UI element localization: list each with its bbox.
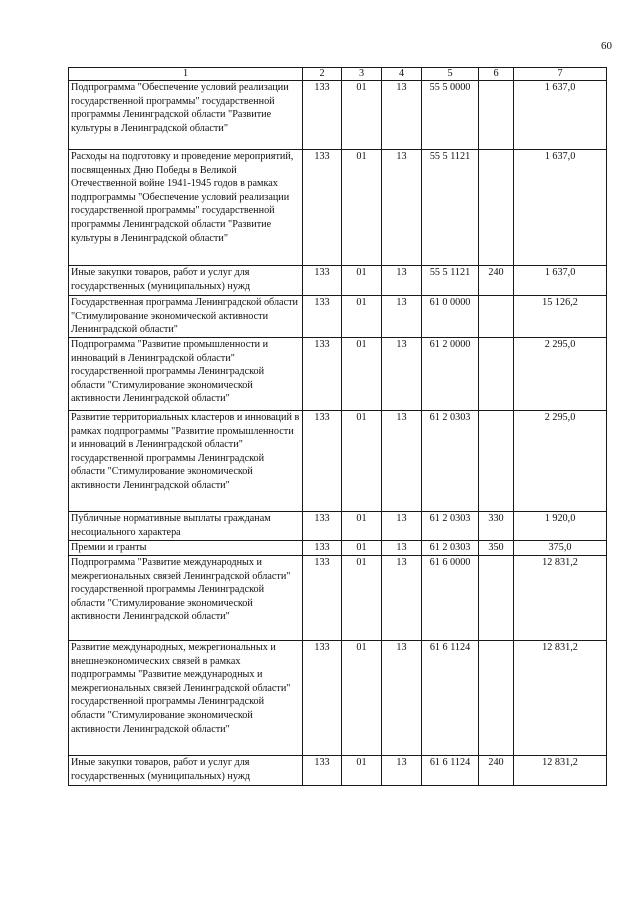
table-row — [69, 150, 607, 266]
row-name: Расходы на подготовку и проведение мероприятий, посвященных Дню Победы в Великой Отечественной войне 1941-1945 годов в рамках подпрограммы "Обеспечение условий реализации государственной программы" государственной программы Ленинградской области "Развитие культуры в Ленинградской области" — [69, 150, 303, 266]
cell-expense-type: 240 — [479, 756, 514, 786]
cell-expense-type — [479, 641, 514, 756]
cell-amount: 2 295,0 — [514, 411, 607, 512]
cell-target-article: 55 5 0000 — [422, 81, 479, 150]
row-name: Подпрограмма "Развитие международных и межрегиональных связей Ленинградской области" государственной программы Ленинградской области "Стимулирование экономической активности Ленинградской области" — [69, 556, 303, 641]
cell-expense-type — [479, 81, 514, 150]
cell-subsection: 13 — [382, 150, 422, 266]
cell-amount: 12 831,2 — [514, 641, 607, 756]
column-header: 7 — [514, 68, 607, 81]
row-name: Иные закупки товаров, работ и услуг для государственных (муниципальных) нужд — [69, 756, 303, 786]
table-row — [69, 512, 607, 541]
cell-amount: 1 637,0 — [514, 81, 607, 150]
cell-subsection: 13 — [382, 756, 422, 786]
cell-section: 01 — [342, 512, 382, 541]
cell-amount: 375,0 — [514, 541, 607, 556]
row-name: Государственная программа Ленинградской области "Стимулирование экономической активности Ленинградской области" — [69, 296, 303, 338]
cell-target-article: 55 5 1121 — [422, 266, 479, 296]
cell-target-article: 55 5 1121 — [422, 150, 479, 266]
cell-amount: 1 637,0 — [514, 150, 607, 266]
header-row — [69, 68, 607, 81]
cell-section: 01 — [342, 411, 382, 512]
cell-subsection: 13 — [382, 296, 422, 338]
cell-target-article: 61 2 0303 — [422, 411, 479, 512]
cell-admin-code: 133 — [303, 512, 342, 541]
cell-section: 01 — [342, 266, 382, 296]
cell-admin-code: 133 — [303, 411, 342, 512]
cell-expense-type — [479, 338, 514, 411]
table-row — [69, 411, 607, 512]
cell-expense-type — [479, 556, 514, 641]
row-name: Иные закупки товаров, работ и услуг для государственных (муниципальных) нужд — [69, 266, 303, 296]
table-row — [69, 541, 607, 556]
cell-target-article: 61 2 0303 — [422, 541, 479, 556]
column-header: 5 — [422, 68, 479, 81]
cell-amount: 1 637,0 — [514, 266, 607, 296]
table-row — [69, 756, 607, 786]
table-row — [69, 338, 607, 411]
cell-admin-code: 133 — [303, 541, 342, 556]
cell-expense-type — [479, 296, 514, 338]
cell-admin-code: 133 — [303, 756, 342, 786]
cell-subsection: 13 — [382, 541, 422, 556]
cell-section: 01 — [342, 81, 382, 150]
table-row — [69, 296, 607, 338]
cell-subsection: 13 — [382, 411, 422, 512]
cell-amount: 15 126,2 — [514, 296, 607, 338]
cell-target-article: 61 6 1124 — [422, 641, 479, 756]
cell-target-article: 61 2 0000 — [422, 338, 479, 411]
cell-admin-code: 133 — [303, 338, 342, 411]
column-header: 6 — [479, 68, 514, 81]
cell-target-article: 61 6 0000 — [422, 556, 479, 641]
cell-admin-code: 133 — [303, 81, 342, 150]
row-name: Развитие территориальных кластеров и инноваций в рамках подпрограммы "Развитие промышленности и инноваций в Ленинградской области" государственной программы Ленинградской области "Стимулирование экономической активности Ленинградской области" — [69, 411, 303, 512]
budget-table — [68, 67, 607, 786]
cell-admin-code: 133 — [303, 296, 342, 338]
cell-section: 01 — [342, 338, 382, 411]
cell-admin-code: 133 — [303, 150, 342, 266]
cell-subsection: 13 — [382, 81, 422, 150]
cell-section: 01 — [342, 150, 382, 266]
cell-section: 01 — [342, 756, 382, 786]
column-header: 4 — [382, 68, 422, 81]
cell-subsection: 13 — [382, 266, 422, 296]
row-name: Подпрограмма "Обеспечение условий реализации государственной программы" государственной программы Ленинградской области "Развитие культуры в Ленинградской области" — [69, 81, 303, 150]
cell-target-article: 61 0 0000 — [422, 296, 479, 338]
cell-expense-type: 240 — [479, 266, 514, 296]
cell-admin-code: 133 — [303, 641, 342, 756]
cell-expense-type: 330 — [479, 512, 514, 541]
table-row — [69, 266, 607, 296]
table-row — [69, 81, 607, 150]
cell-expense-type: 350 — [479, 541, 514, 556]
cell-admin-code: 133 — [303, 266, 342, 296]
cell-amount: 2 295,0 — [514, 338, 607, 411]
cell-admin-code: 133 — [303, 556, 342, 641]
row-name: Подпрограмма "Развитие промышленности и инноваций в Ленинградской области" государственной программы Ленинградской области "Стимулирование экономической активности Ленинградской области" — [69, 338, 303, 411]
cell-amount: 12 831,2 — [514, 756, 607, 786]
cell-section: 01 — [342, 641, 382, 756]
cell-expense-type — [479, 150, 514, 266]
cell-subsection: 13 — [382, 512, 422, 541]
column-header: 2 — [303, 68, 342, 81]
column-header: 1 — [69, 68, 303, 81]
cell-amount: 1 920,0 — [514, 512, 607, 541]
page-number: 60 — [601, 40, 612, 52]
cell-target-article: 61 2 0303 — [422, 512, 479, 541]
table-row — [69, 641, 607, 756]
cell-subsection: 13 — [382, 641, 422, 756]
row-name: Премии и гранты — [69, 541, 303, 556]
cell-amount: 12 831,2 — [514, 556, 607, 641]
row-name: Развитие международных, межрегиональных и внешнеэкономических связей в рамках подпрограммы "Развитие международных и межрегиональных связей Ленинградской области" государственной программы Ленинградской области "Стимулирование экономической активности Ленинградской области" — [69, 641, 303, 756]
cell-subsection: 13 — [382, 556, 422, 641]
row-name: Публичные нормативные выплаты гражданам несоциального характера — [69, 512, 303, 541]
cell-section: 01 — [342, 541, 382, 556]
cell-target-article: 61 6 1124 — [422, 756, 479, 786]
cell-subsection: 13 — [382, 338, 422, 411]
cell-section: 01 — [342, 556, 382, 641]
table-row — [69, 556, 607, 641]
cell-section: 01 — [342, 296, 382, 338]
column-header: 3 — [342, 68, 382, 81]
cell-expense-type — [479, 411, 514, 512]
